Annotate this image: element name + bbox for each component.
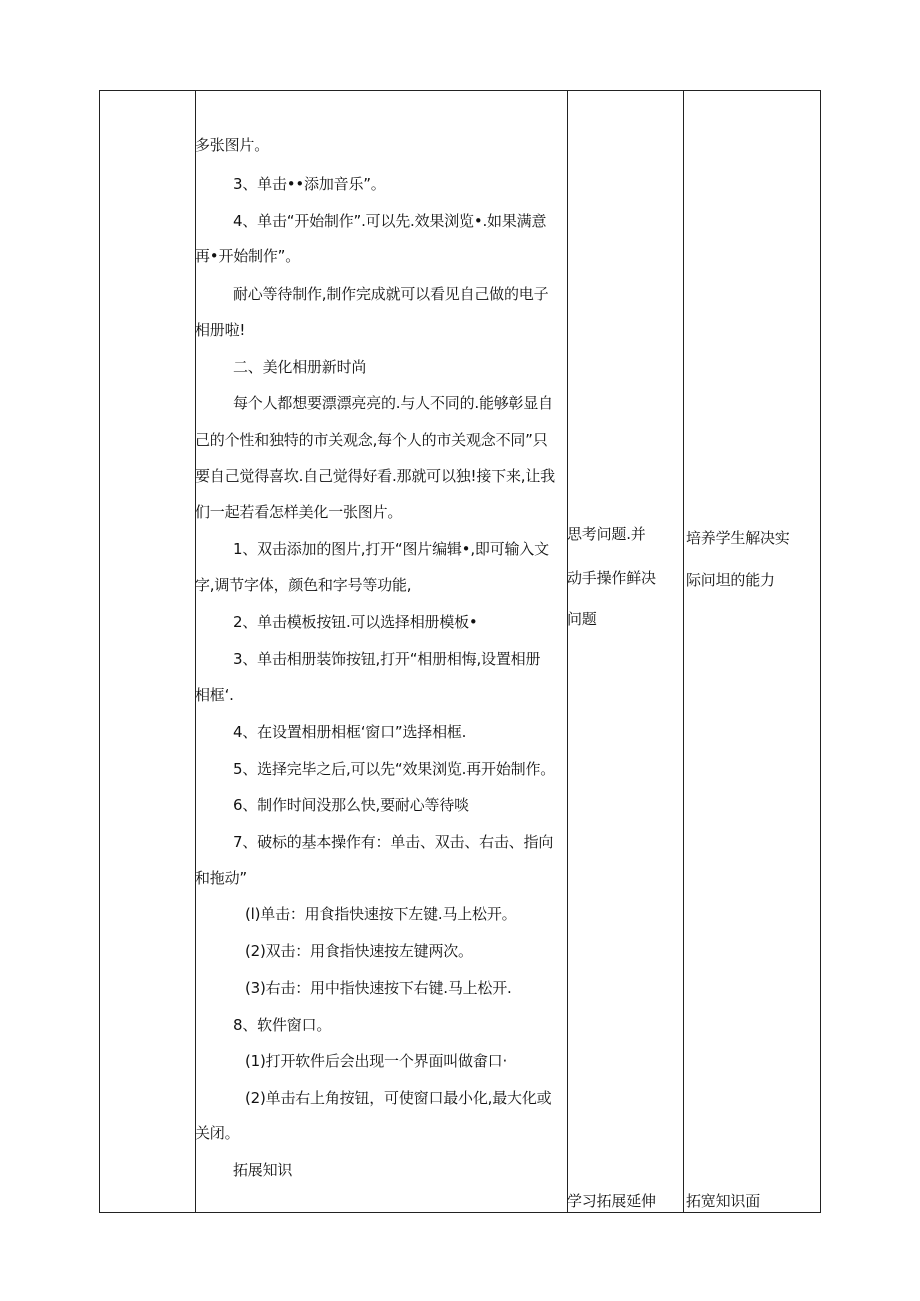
content-line: (2)双击：用食指快速按左键两次。 xyxy=(245,942,473,960)
lesson-table xyxy=(99,90,821,1213)
content-line: 和拖动” xyxy=(195,869,247,887)
content-line: 7、破标的基本操作有：单击、双击、右击、指向 xyxy=(233,833,554,851)
content-line: 们一起若看怎样美化一张图片。 xyxy=(195,503,403,521)
content-line: 多张图片。 xyxy=(195,136,270,154)
content-line: 4、在设置相册相框‘窗口”选择相框. xyxy=(233,723,467,741)
content-line: 5、选择完毕之后,可以先“效果浏览.再开始制作。 xyxy=(233,760,556,778)
intent-line: 际问坦的能力 xyxy=(686,571,775,589)
intent-bottom: 拓宽知识面 xyxy=(686,1192,761,1210)
content-line: 己的个性和独特的市关观念,每个人的市关观念不同”只 xyxy=(195,431,548,449)
design-intent-column xyxy=(683,91,820,1212)
activity-bottom: 学习拓展延伸 xyxy=(567,1192,656,1210)
content-line: 4、单击“开始制作”.可以先.效果浏览•.如果满意 xyxy=(233,212,547,230)
section-heading: 二、美化相册新时尚 xyxy=(233,358,367,376)
content-line: 3、单击相册装饰按钮,打开“相册相悔,设置相册 xyxy=(233,650,541,668)
intent-line: 培养学生解决实 xyxy=(686,529,790,547)
content-line: (3)右击：用中指快速按下右键.马上松开. xyxy=(245,979,512,997)
content-line: 关闭。 xyxy=(195,1124,240,1142)
content-column xyxy=(195,91,567,1212)
activity-line: 动手操作鲜决 xyxy=(567,569,656,587)
activity-line: 思考问题.并 xyxy=(567,525,646,543)
student-activity-column xyxy=(567,91,683,1212)
content-line: 每个人都想要漂漂亮亮的.与人不同的.能够彰显自 xyxy=(233,394,553,412)
content-line: 字,调节字体，颜色和字号等功能, xyxy=(195,576,412,594)
content-line: (l)单击：用食指快速按下左键.马上松开。 xyxy=(245,905,517,923)
content-line: 再•开始制作”。 xyxy=(195,247,301,265)
activity-line: 问题 xyxy=(567,610,597,628)
content-line: 要自己觉得喜坎.自己觉得好看.那就可以独!接下来,让我 xyxy=(195,467,555,485)
content-line: 2、单击模板按钮.可以选择相册模板• xyxy=(233,613,478,631)
content-line: 拓展知识 xyxy=(233,1161,293,1179)
content-line: (2)单击右上角按钮，可使窗口最小化,最大化或 xyxy=(245,1089,552,1107)
content-line: 6、制作时间没那么快,要耐心等待啖 xyxy=(233,796,469,814)
content-line: 8、软件窗口。 xyxy=(233,1016,332,1034)
content-line: 耐心等待制作,制作完成就可以看见自己做的电子 xyxy=(233,285,549,303)
content-line: (1)打开软件后会出现一个界面叫做畲口· xyxy=(245,1052,508,1070)
content-line: 相框‘. xyxy=(195,686,234,704)
content-line: 相册啦! xyxy=(195,321,246,339)
content-line: 3、单击••添加音乐”。 xyxy=(233,175,386,193)
content-line: 1、双击添加的图片,打开“图片编辑•,即可输入文 xyxy=(233,540,549,558)
